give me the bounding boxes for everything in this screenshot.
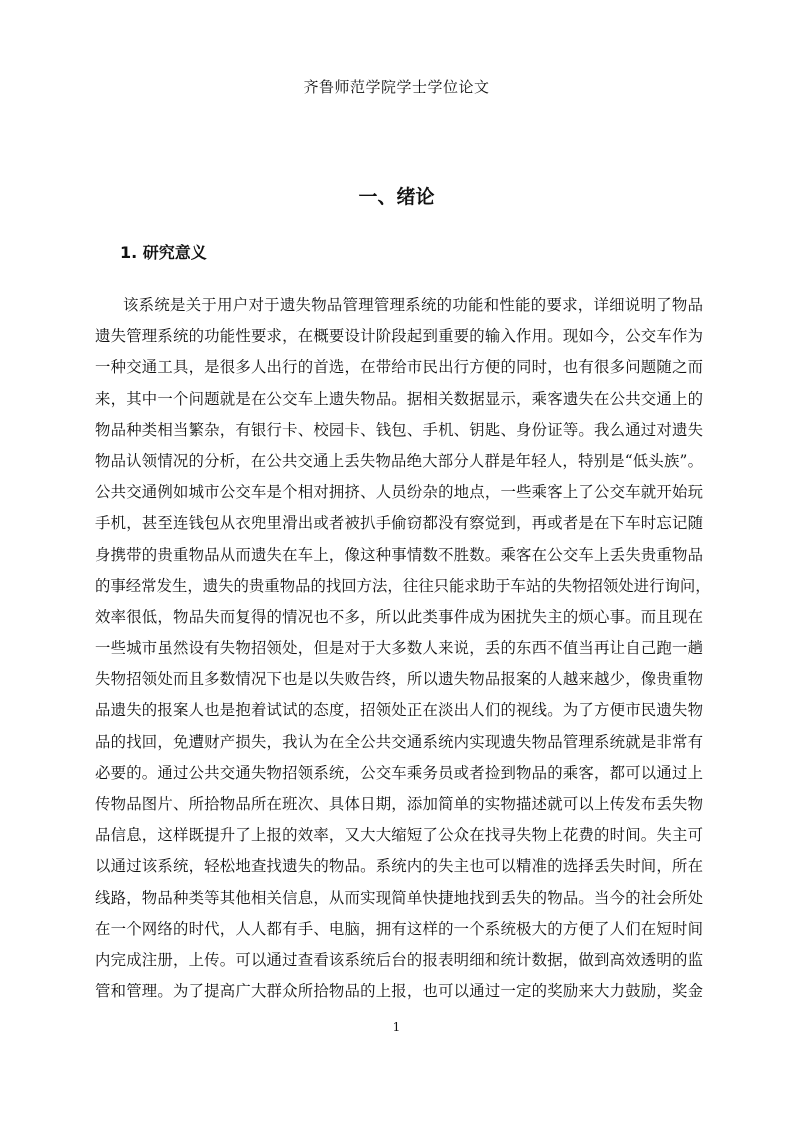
body-paragraph (95, 290, 711, 1007)
paragraph-line: 一些城市虽然设有失物招领处，但是对于大多数人来说，丢的东西不值当再让自己跑一趟 (95, 639, 703, 658)
paragraph-line: 该系统是关于用户对于遗失物品管理管理系统的功能和性能的要求，详细说明了物品 (123, 296, 703, 314)
paragraph-line: 物品认领情况的分析，在公共交通上丢失物品绝大部分人群是年轻人，特别是“低头族”。 (95, 451, 703, 470)
paragraph-line: 管和管理。为了提高广大群众所拾物品的上报，也可以通过一定的奖励来大力鼓励，奖金 (95, 982, 703, 1001)
paragraph-line: 线路，物品种类等其他相关信息，从而实现简单快捷地找到丢失的物品。当今的社会所处 (95, 888, 703, 907)
paragraph-line: 品信息，这样既提升了上报的效率，又大大缩短了公众在找寻失物上花费的时间。失主可 (95, 826, 703, 845)
paragraph-line: 身携带的贵重物品从而遗失在车上，像这种事情数不胜数。乘客在公交车上丢失贵重物品 (95, 545, 703, 564)
paragraph-line: 遗失管理系统的功能性要求，在概要设计阶段起到重要的输入作用。现如今，公交车作为 (95, 327, 703, 346)
paragraph-line: 效率很低，物品失而复得的情况也不多，所以此类事件成为困扰失主的烦心事。而且现在 (95, 607, 703, 626)
paragraph-line: 公共交通例如城市公交车是个相对拥挤、人员纷杂的地点，一些乘客上了公交车就开始玩 (95, 483, 703, 502)
paragraph-line: 一种交通工具，是很多人出行的首选，在带给市民出行方便的同时，也有很多问题随之而 (95, 358, 703, 377)
paragraph-line: 物品种类相当繁杂，有银行卡、校园卡、钱包、手机、钥匙、身份证等。我么通过对遗失 (95, 420, 703, 439)
paragraph-line: 必要的。通过公共交通失物招领系统，公交车乘务员或者捡到物品的乘客，都可以通过上 (95, 763, 703, 782)
paragraph-line: 失物招领处而且多数情况下也是以失败告终，所以遗失物品报案的人越来越少，像贵重物 (95, 670, 703, 689)
paragraph-line: 以通过该系统，轻松地查找遗失的物品。系统内的失主也可以精准的选择丢失时间，所在 (95, 857, 703, 876)
page-number: 1 (392, 1020, 401, 1034)
paragraph-line: 品遗失的报案人也是抱着试试的态度，招领处正在淡出人们的视线。为了方便市民遗失物 (95, 701, 703, 720)
paragraph-line: 品的找回，免遭财产损失，我认为在全公共交通系统内实现遗失物品管理系统就是非常有 (95, 732, 703, 751)
section-heading: 1. 研究意义 (120, 243, 207, 262)
paragraph-line: 在一个网络的时代，人人都有手、电脑，拥有这样的一个系统极大的方便了人们在短时间 (95, 919, 703, 938)
paragraph-line: 手机，甚至连钱包从衣兜里滑出或者被扒手偷窃都没有察觉到，再或者是在下车时忘记随 (95, 514, 703, 533)
chapter-title: 一、绪论 (358, 186, 435, 208)
paragraph-line: 传物品图片、所拾物品所在班次、具体日期，添加简单的实物描述就可以上传发布丢失物 (95, 795, 703, 813)
paragraph-line: 来，其中一个问题就是在公交车上遗失物品。据相关数据显示，乘客遗失在公共交通上的 (95, 389, 703, 408)
running-header: 齐鲁师范学院学士学位论文 (303, 78, 490, 96)
paragraph-line: 的事经常发生，遗失的贵重物品的找回方法，往往只能求助于车站的失物招领处进行询问， (95, 576, 711, 595)
paragraph-line: 内完成注册，上传。可以通过查看该系统后台的报表明细和统计数据，做到高效透明的监 (95, 950, 703, 969)
